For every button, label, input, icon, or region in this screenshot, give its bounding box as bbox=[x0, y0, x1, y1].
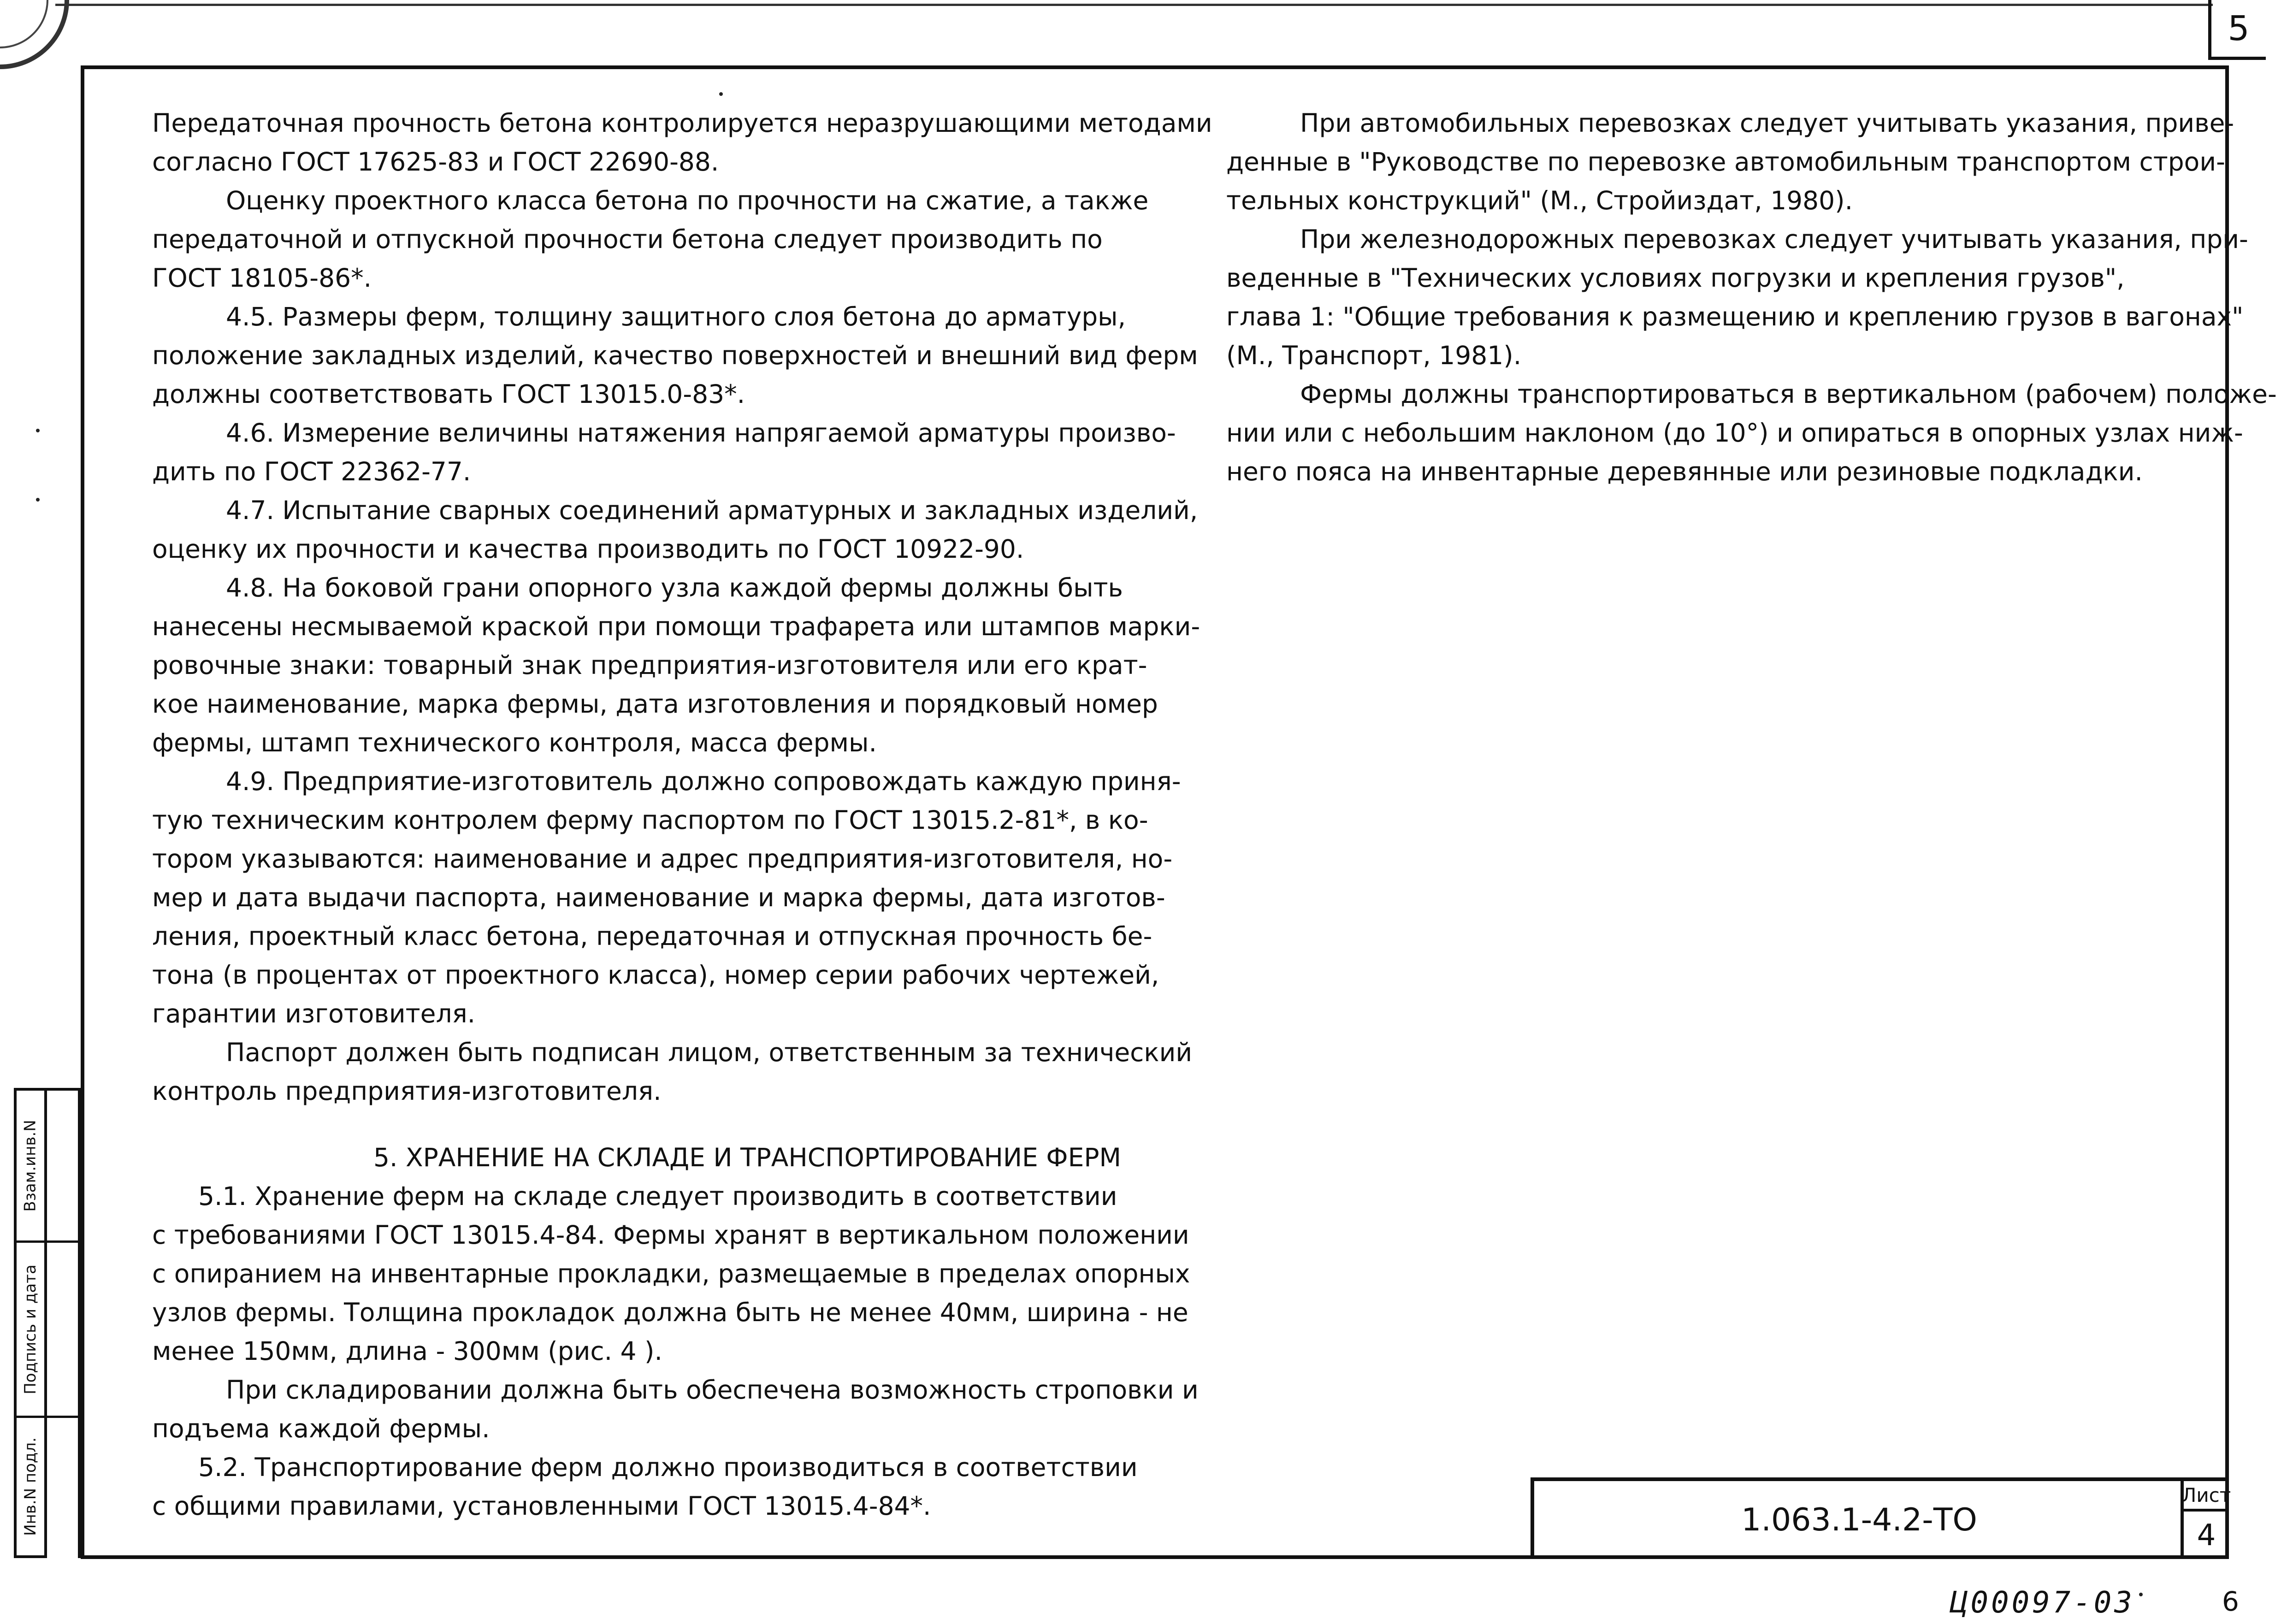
sheet-number: 4 bbox=[2197, 1518, 2216, 1553]
text-line: него пояса на инвентарные деревянные или резиновые подкладки. bbox=[1226, 457, 2143, 486]
right-column bbox=[1226, 104, 2277, 491]
text-line: передаточной и отпускной прочности бетона следует производить по bbox=[152, 224, 1103, 254]
side-cell-inventory bbox=[17, 1418, 44, 1555]
sheet-label: Лист bbox=[2184, 1481, 2229, 1512]
side-cell-signature bbox=[17, 1243, 44, 1418]
text-line: 4.6. Измерение величины натяжения напрягаемой арматуры произво- bbox=[226, 418, 1176, 448]
side-strip-divider bbox=[47, 1416, 78, 1418]
paragraph-4-5 bbox=[152, 297, 1198, 413]
text-line: глава 1: "Общие требования к размещению и креплению грузов в вагонах" bbox=[1226, 302, 2244, 331]
text-line: кое наименование, марка фермы, дата изготовления и порядковый номер bbox=[152, 689, 1158, 719]
text-line: тую техническим контролем ферму паспортом по ГОСТ 13015.2-81*, в ко- bbox=[152, 805, 1148, 835]
text-line: веденные в "Технических условиях погрузки и крепления грузов", bbox=[1226, 263, 2125, 293]
text-line: согласно ГОСТ 17625-83 и ГОСТ 22690-88. bbox=[152, 147, 719, 177]
text-line: с опиранием на инвентарные прокладки, размещаемые в пределах опорных bbox=[152, 1259, 1190, 1288]
section-title: 5. ХРАНЕНИЕ НА СКЛАДЕ И ТРАНСПОРТИРОВАНИЕ ФЕРМ bbox=[373, 1143, 1121, 1172]
paragraph bbox=[152, 181, 1149, 297]
text-line: ГОСТ 18105-86*. bbox=[152, 263, 372, 293]
text-line: При автомобильных перевозках следует учитывать указания, приве- bbox=[1300, 108, 2234, 138]
text-line: ровочные знаки: товарный знак предприятия-изготовителя или его крат- bbox=[152, 650, 1147, 680]
paragraph-5-2 bbox=[152, 1448, 1138, 1525]
text-line: 5.1. Хранение ферм на складе следует производить в соответствии bbox=[198, 1181, 1117, 1211]
text-line: 4.5. Размеры ферм, толщину защитного слоя бетона до арматуры, bbox=[226, 302, 1126, 331]
left-column bbox=[152, 104, 1212, 1525]
text-line: узлов фермы. Толщина прокладок должна быть не менее 40мм, ширина - не bbox=[152, 1298, 1188, 1327]
top-page-number: 5 bbox=[2208, 0, 2266, 60]
sheet-box bbox=[2181, 1481, 2229, 1559]
paragraph bbox=[152, 1033, 1193, 1110]
side-approval-panel bbox=[14, 1088, 47, 1558]
text-line: гарантии изготовителя. bbox=[152, 999, 476, 1028]
text-line: ления, проектный класс бетона, передаточная и отпускная прочность бе- bbox=[152, 921, 1152, 951]
text-line: тона (в процентах от проектного класса), номер серии рабочих чертежей, bbox=[152, 960, 1159, 990]
text-line: 4.7. Испытание сварных соединений арматурных и закладных изделий, bbox=[226, 496, 1198, 525]
text-line: нанесены несмываемой краской при помощи трафарета или штампов марки- bbox=[152, 612, 1200, 641]
text-line: При железнодорожных перевозках следует учитывать указания, при- bbox=[1300, 224, 2248, 254]
paragraph-road-transport bbox=[1226, 104, 2234, 220]
text-line: При складировании должна быть обеспечена возможность строповки и bbox=[226, 1375, 1199, 1405]
text-line: Фермы должны транспортироваться в вертикальном (рабочем) положе- bbox=[1300, 379, 2277, 409]
paragraph bbox=[152, 104, 1212, 181]
text-line: Оценку проектного класса бетона по прочности на сжатие, а также bbox=[226, 186, 1149, 215]
side-cell-replacement bbox=[17, 1091, 44, 1243]
text-line: (М., Транспорт, 1981). bbox=[1226, 341, 1522, 370]
text-line: подъема каждой фермы. bbox=[152, 1414, 490, 1443]
document-code: 1.063.1-4.2-ТО bbox=[1741, 1502, 1977, 1538]
text-line: тором указываются: наименование и адрес предприятия-изготовителя, но- bbox=[152, 844, 1173, 874]
paragraph-4-8 bbox=[152, 568, 1200, 762]
text-line: мер и дата выдачи паспорта, наименование и марка фермы, дата изготов- bbox=[152, 883, 1165, 912]
side-strip-divider bbox=[47, 1240, 78, 1243]
text-line: денные в "Руководстве по перевозке автомобильным транспортом строи- bbox=[1226, 147, 2225, 177]
bottom-page-number: 6 bbox=[2222, 1586, 2239, 1617]
text-line: фермы, штамп технического контроля, масса фермы. bbox=[152, 728, 877, 757]
title-block bbox=[1531, 1477, 2229, 1559]
text-line: 4.8. На боковой грани опорного узла каждой фермы должны быть bbox=[226, 573, 1123, 602]
paragraph-position bbox=[1226, 375, 2277, 491]
archive-stamp-code: Ц00097-03 bbox=[1950, 1586, 2135, 1620]
text-line: Передаточная прочность бетона контролируется неразрушающими методами bbox=[152, 108, 1212, 138]
scan-speck bbox=[2139, 1593, 2143, 1596]
text-line: с требованиями ГОСТ 13015.4-84. Фермы хранят в вертикальном положении bbox=[152, 1220, 1189, 1250]
scan-speck bbox=[36, 498, 40, 502]
text-line: менее 150мм, длина - 300мм (рис. 4 ). bbox=[152, 1336, 662, 1366]
paragraph-rail-transport bbox=[1226, 220, 2248, 375]
paragraph-4-6 bbox=[152, 413, 1176, 491]
scan-speck bbox=[719, 92, 723, 96]
side-label: Инв.N подл. bbox=[21, 1437, 40, 1536]
text-line: оценку их прочности и качества производить по ГОСТ 10922-90. bbox=[152, 534, 1024, 564]
text-line: должны соответствовать ГОСТ 13015.0-83*. bbox=[152, 379, 745, 409]
side-label: Взам.инв.N bbox=[21, 1119, 40, 1212]
text-line: 5.2. Транспортирование ферм должно производиться в соответствии bbox=[198, 1453, 1138, 1482]
text-line: 4.9. Предприятие-изготовитель должно сопровождать каждую приня- bbox=[226, 767, 1181, 796]
text-line: положение закладных изделий, качество поверхностей и внешний вид ферм bbox=[152, 341, 1198, 370]
top-rule bbox=[55, 4, 2213, 6]
paragraph bbox=[152, 1370, 1199, 1448]
text-line: дить по ГОСТ 22362-77. bbox=[152, 457, 471, 486]
paragraph-4-7 bbox=[152, 491, 1198, 568]
text-line: Паспорт должен быть подписан лицом, ответственным за технический bbox=[226, 1038, 1193, 1067]
text-line: тельных конструкций" (М., Стройиздат, 1980). bbox=[1226, 186, 1853, 215]
paragraph-4-9 bbox=[152, 762, 1181, 1033]
text-line: нии или с небольшим наклоном (до 10°) и опираться в опорных узлах ниж- bbox=[1226, 418, 2243, 448]
side-label: Подпись и дата bbox=[21, 1264, 40, 1394]
side-strip bbox=[47, 1088, 81, 1558]
scan-speck bbox=[36, 429, 40, 432]
text-line: контроль предприятия-изготовителя. bbox=[152, 1076, 662, 1106]
text-line: с общими правилами, установленными ГОСТ 13015.4-84*. bbox=[152, 1491, 931, 1521]
paragraph-5-1 bbox=[152, 1177, 1190, 1370]
